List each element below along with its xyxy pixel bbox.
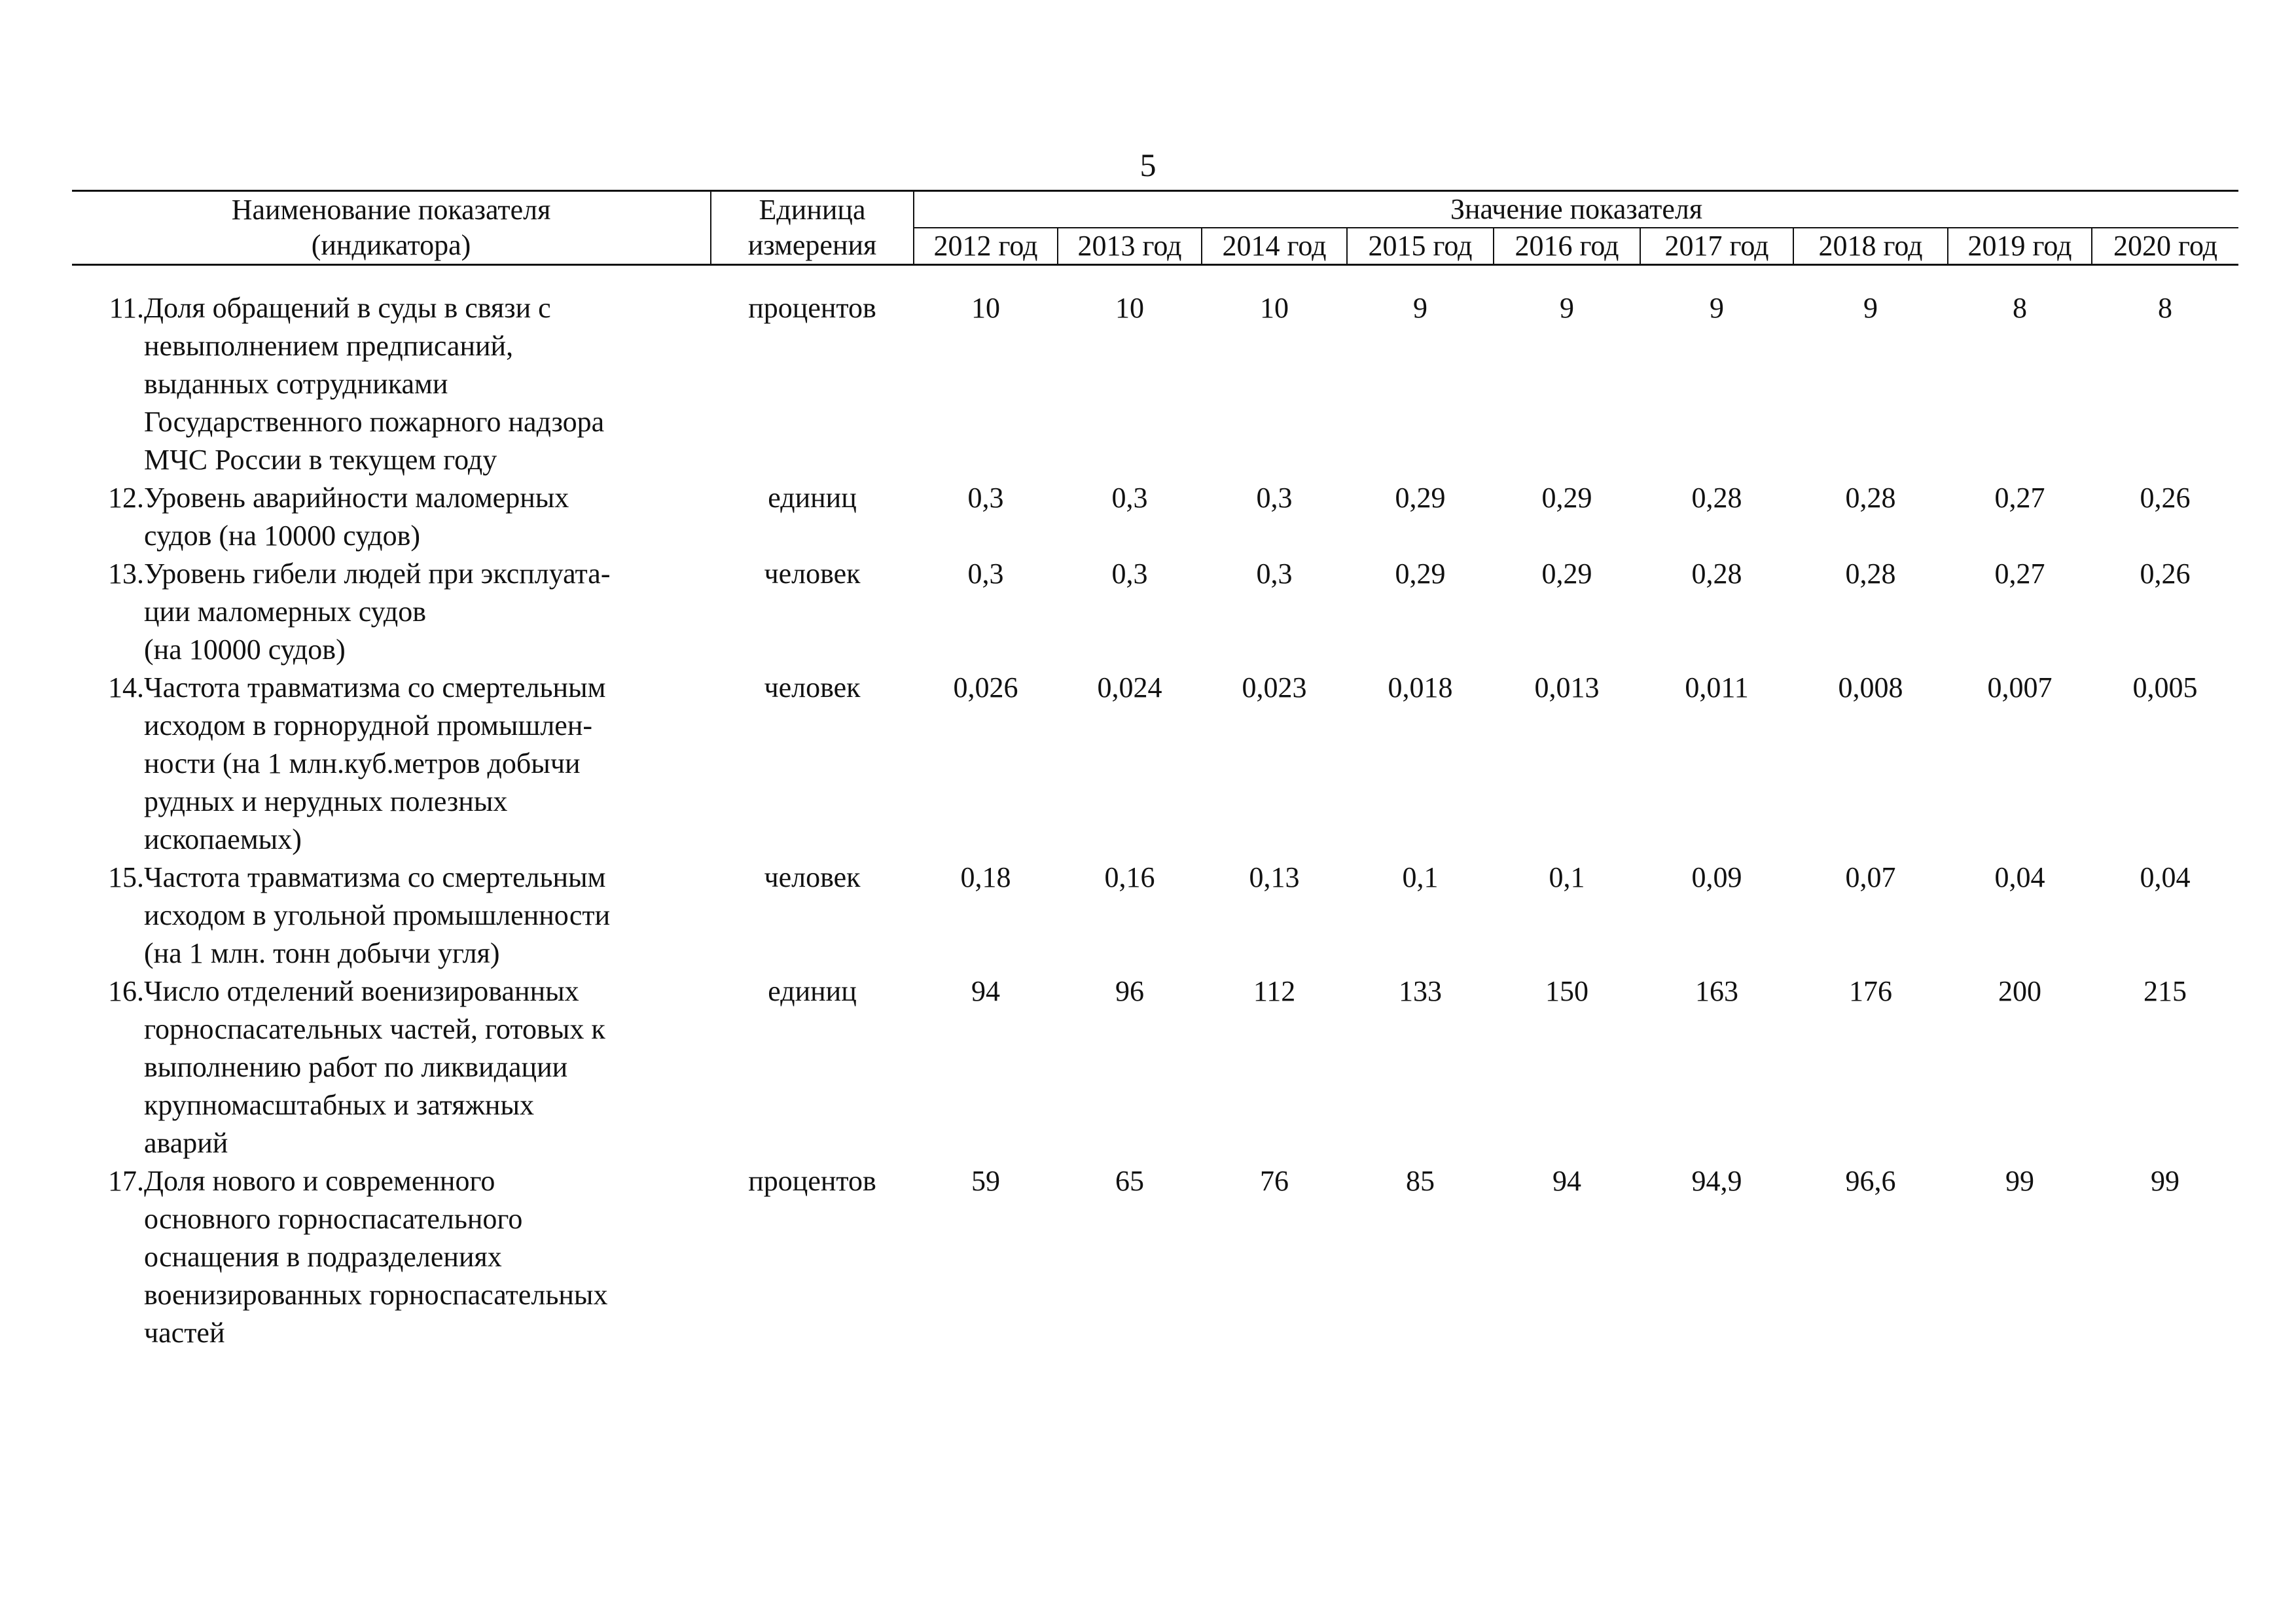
indicator-name-line: Уровень гибели людей при эксплуата-: [144, 558, 611, 590]
header-indicator-name-line: Наименование показателя: [231, 194, 551, 226]
indicator-value: 10: [1115, 292, 1145, 324]
header-indicator-name-line: (индикатора): [311, 229, 471, 261]
indicator-unit: процентов: [748, 292, 876, 324]
indicator-value: 8: [2158, 292, 2173, 324]
table-header: [72, 191, 2238, 265]
header-year: 2012 год: [914, 228, 1058, 265]
indicator-value: 133: [1399, 975, 1443, 1007]
indicator-name: [144, 669, 711, 859]
indicator-value: 10: [971, 292, 1001, 324]
indicator-name-line: Число отделений военизированных: [144, 975, 579, 1007]
header-unit-line: Единица: [759, 194, 866, 226]
indicator-value: 0,04: [2140, 861, 2191, 893]
indicator-name-line: Доля нового и современного: [144, 1165, 495, 1197]
row-number: 14.: [108, 671, 144, 704]
table-body: [72, 265, 2238, 1353]
indicator-value: 112: [1253, 975, 1296, 1007]
indicator-value: 0,04: [1994, 861, 2045, 893]
indicator-name: [144, 555, 711, 669]
indicator-value: 0,29: [1395, 482, 1446, 514]
indicator-name: [144, 289, 711, 479]
indicator-value: 76: [1260, 1165, 1289, 1197]
indicator-name-line: МЧС России в текущем году: [144, 444, 497, 476]
header-year: 2015 год: [1347, 228, 1494, 265]
indicator-value: 99: [2151, 1165, 2180, 1197]
indicator-name-line: оснащения в подразделениях: [144, 1241, 502, 1273]
indicator-value: 59: [971, 1165, 1001, 1197]
table-row: [72, 859, 2238, 972]
indicator-value: 94: [1552, 1165, 1582, 1197]
indicator-value: 99: [2005, 1165, 2035, 1197]
indicator-name-line: исходом в горнорудной промышлен-: [144, 709, 593, 741]
table-row: [72, 972, 2238, 1162]
indicator-name-line: ископаемых): [144, 823, 302, 855]
indicator-value: 96,6: [1845, 1165, 1896, 1197]
indicator-value: 0,07: [1845, 861, 1896, 893]
indicator-name: [144, 859, 711, 972]
indicator-name-line: судов (на 10000 судов): [144, 520, 421, 552]
header-year: 2016 год: [1494, 228, 1640, 265]
indicator-unit: процентов: [748, 1165, 876, 1197]
indicator-value: 0,26: [2140, 482, 2191, 514]
indicator-value: 9: [1560, 292, 1575, 324]
header-year: 2013 год: [1058, 228, 1202, 265]
indicator-value: 0,3: [967, 482, 1004, 514]
indicator-name: [144, 972, 711, 1162]
row-number: 12.: [108, 482, 144, 514]
table-row: [72, 479, 2238, 555]
header-unit: [711, 191, 914, 265]
header-year: 2014 год: [1202, 228, 1347, 265]
indicator-value: 9: [1710, 292, 1725, 324]
indicator-value: 0,3: [1256, 558, 1293, 590]
indicator-value: 0,013: [1534, 671, 1600, 704]
indicator-name-line: (на 1 млн. тонн добычи угля): [144, 937, 500, 969]
indicator-name-line: военизированных горноспасательных: [144, 1279, 608, 1311]
indicator-value: 0,27: [1994, 558, 2045, 590]
header-year: 2020 год: [2092, 228, 2238, 265]
indicator-value: 0,16: [1104, 861, 1155, 893]
indicator-value: 150: [1545, 975, 1589, 1007]
indicator-value: 0,18: [960, 861, 1011, 893]
header-year: 2019 год: [1948, 228, 2092, 265]
indicator-value: 215: [2144, 975, 2187, 1007]
indicator-name-line: невыполнением предписаний,: [144, 330, 514, 362]
indicator-value: 0,1: [1549, 861, 1585, 893]
indicator-value: 0,1: [1402, 861, 1439, 893]
header-year: 2018 год: [1793, 228, 1948, 265]
indicator-value: 10: [1260, 292, 1289, 324]
indicator-value: 0,29: [1395, 558, 1446, 590]
indicator-value: 8: [2013, 292, 2028, 324]
indicator-value: 0,3: [1111, 558, 1148, 590]
indicator-value: 65: [1115, 1165, 1145, 1197]
table-row: [72, 669, 2238, 859]
indicator-name-line: ции маломерных судов: [144, 596, 427, 628]
indicator-value: 0,005: [2132, 671, 2198, 704]
indicator-value: 85: [1406, 1165, 1435, 1197]
indicator-name-line: Уровень аварийности маломерных: [144, 482, 569, 514]
row-number: 11.: [109, 292, 144, 324]
indicator-name-line: (на 10000 судов): [144, 633, 346, 666]
indicator-value: 0,13: [1249, 861, 1300, 893]
indicator-name-line: аварий: [144, 1127, 228, 1159]
indicator-name-line: горноспасательных частей, готовых к: [144, 1013, 605, 1045]
indicator-name-line: исходом в угольной промышленности: [144, 899, 611, 931]
indicator-value: 0,27: [1994, 482, 2045, 514]
page-number: 5: [1139, 147, 1157, 183]
indicator-value: 0,024: [1097, 671, 1162, 704]
indicator-value: 0,3: [1256, 482, 1293, 514]
indicator-value: 0,018: [1388, 671, 1453, 704]
indicator-name-line: выполнению работ по ликвидации: [144, 1051, 568, 1083]
row-number: 17.: [108, 1165, 144, 1197]
indicators-table: [72, 190, 2238, 1352]
indicator-value: 0,3: [1111, 482, 1148, 514]
header-values: Значение показателя: [914, 191, 2238, 228]
indicator-value: 0,28: [1845, 558, 1896, 590]
table-row: [72, 555, 2238, 669]
indicator-unit: человек: [764, 861, 861, 893]
indicator-value: 0,29: [1541, 482, 1592, 514]
indicator-name-line: основного горноспасательного: [144, 1203, 523, 1235]
indicator-value: 0,26: [2140, 558, 2191, 590]
indicator-value: 0,09: [1691, 861, 1742, 893]
indicator-value: 94,9: [1691, 1165, 1742, 1197]
indicator-name-line: Доля обращений в суды в связи с: [144, 292, 551, 324]
indicator-unit: единиц: [768, 975, 857, 1007]
header-unit-line: измерения: [747, 229, 877, 261]
indicator-value: 96: [1115, 975, 1145, 1007]
indicator-name-line: рудных и нерудных полезных: [144, 785, 508, 817]
indicator-value: 0,3: [967, 558, 1004, 590]
indicator-name-line: выданных сотрудниками: [144, 368, 448, 400]
indicator-value: 163: [1695, 975, 1739, 1007]
indicator-value: 0,28: [1845, 482, 1896, 514]
indicator-name-line: Частота травматизма со смертельным: [144, 861, 606, 893]
indicator-value: 0,28: [1691, 482, 1742, 514]
indicator-name-line: Государственного пожарного надзора: [144, 406, 605, 438]
row-number: 15.: [108, 861, 144, 893]
indicator-unit: человек: [764, 671, 861, 704]
indicator-value: 9: [1413, 292, 1428, 324]
row-number: 16.: [108, 975, 144, 1007]
indicator-value: 0,28: [1691, 558, 1742, 590]
indicator-value: 0,026: [953, 671, 1018, 704]
indicator-value: 200: [1998, 975, 2042, 1007]
indicator-name-line: частей: [144, 1317, 225, 1349]
indicator-value: 0,008: [1838, 671, 1903, 704]
indicator-value: 0,011: [1685, 671, 1749, 704]
indicator-value: 0,29: [1541, 558, 1592, 590]
indicator-value: 176: [1849, 975, 1893, 1007]
indicator-unit: единиц: [768, 482, 857, 514]
table-row: [72, 1162, 2238, 1352]
indicator-value: 94: [971, 975, 1001, 1007]
indicator-name-line: крупномасштабных и затяжных: [144, 1089, 535, 1121]
indicator-name: [144, 479, 711, 555]
indicator-name-line: Частота травматизма со смертельным: [144, 671, 606, 704]
table-row: [72, 289, 2238, 479]
header-indicator-name: [72, 191, 711, 265]
indicator-unit: человек: [764, 558, 861, 590]
indicator-name-line: ности (на 1 млн.куб.метров добычи: [144, 747, 581, 779]
header-year: 2017 год: [1640, 228, 1793, 265]
indicator-value: 9: [1863, 292, 1878, 324]
indicator-value: 0,023: [1242, 671, 1307, 704]
indicator-name: [144, 1162, 711, 1352]
row-number: 13.: [108, 558, 144, 590]
indicator-value: 0,007: [1987, 671, 2053, 704]
